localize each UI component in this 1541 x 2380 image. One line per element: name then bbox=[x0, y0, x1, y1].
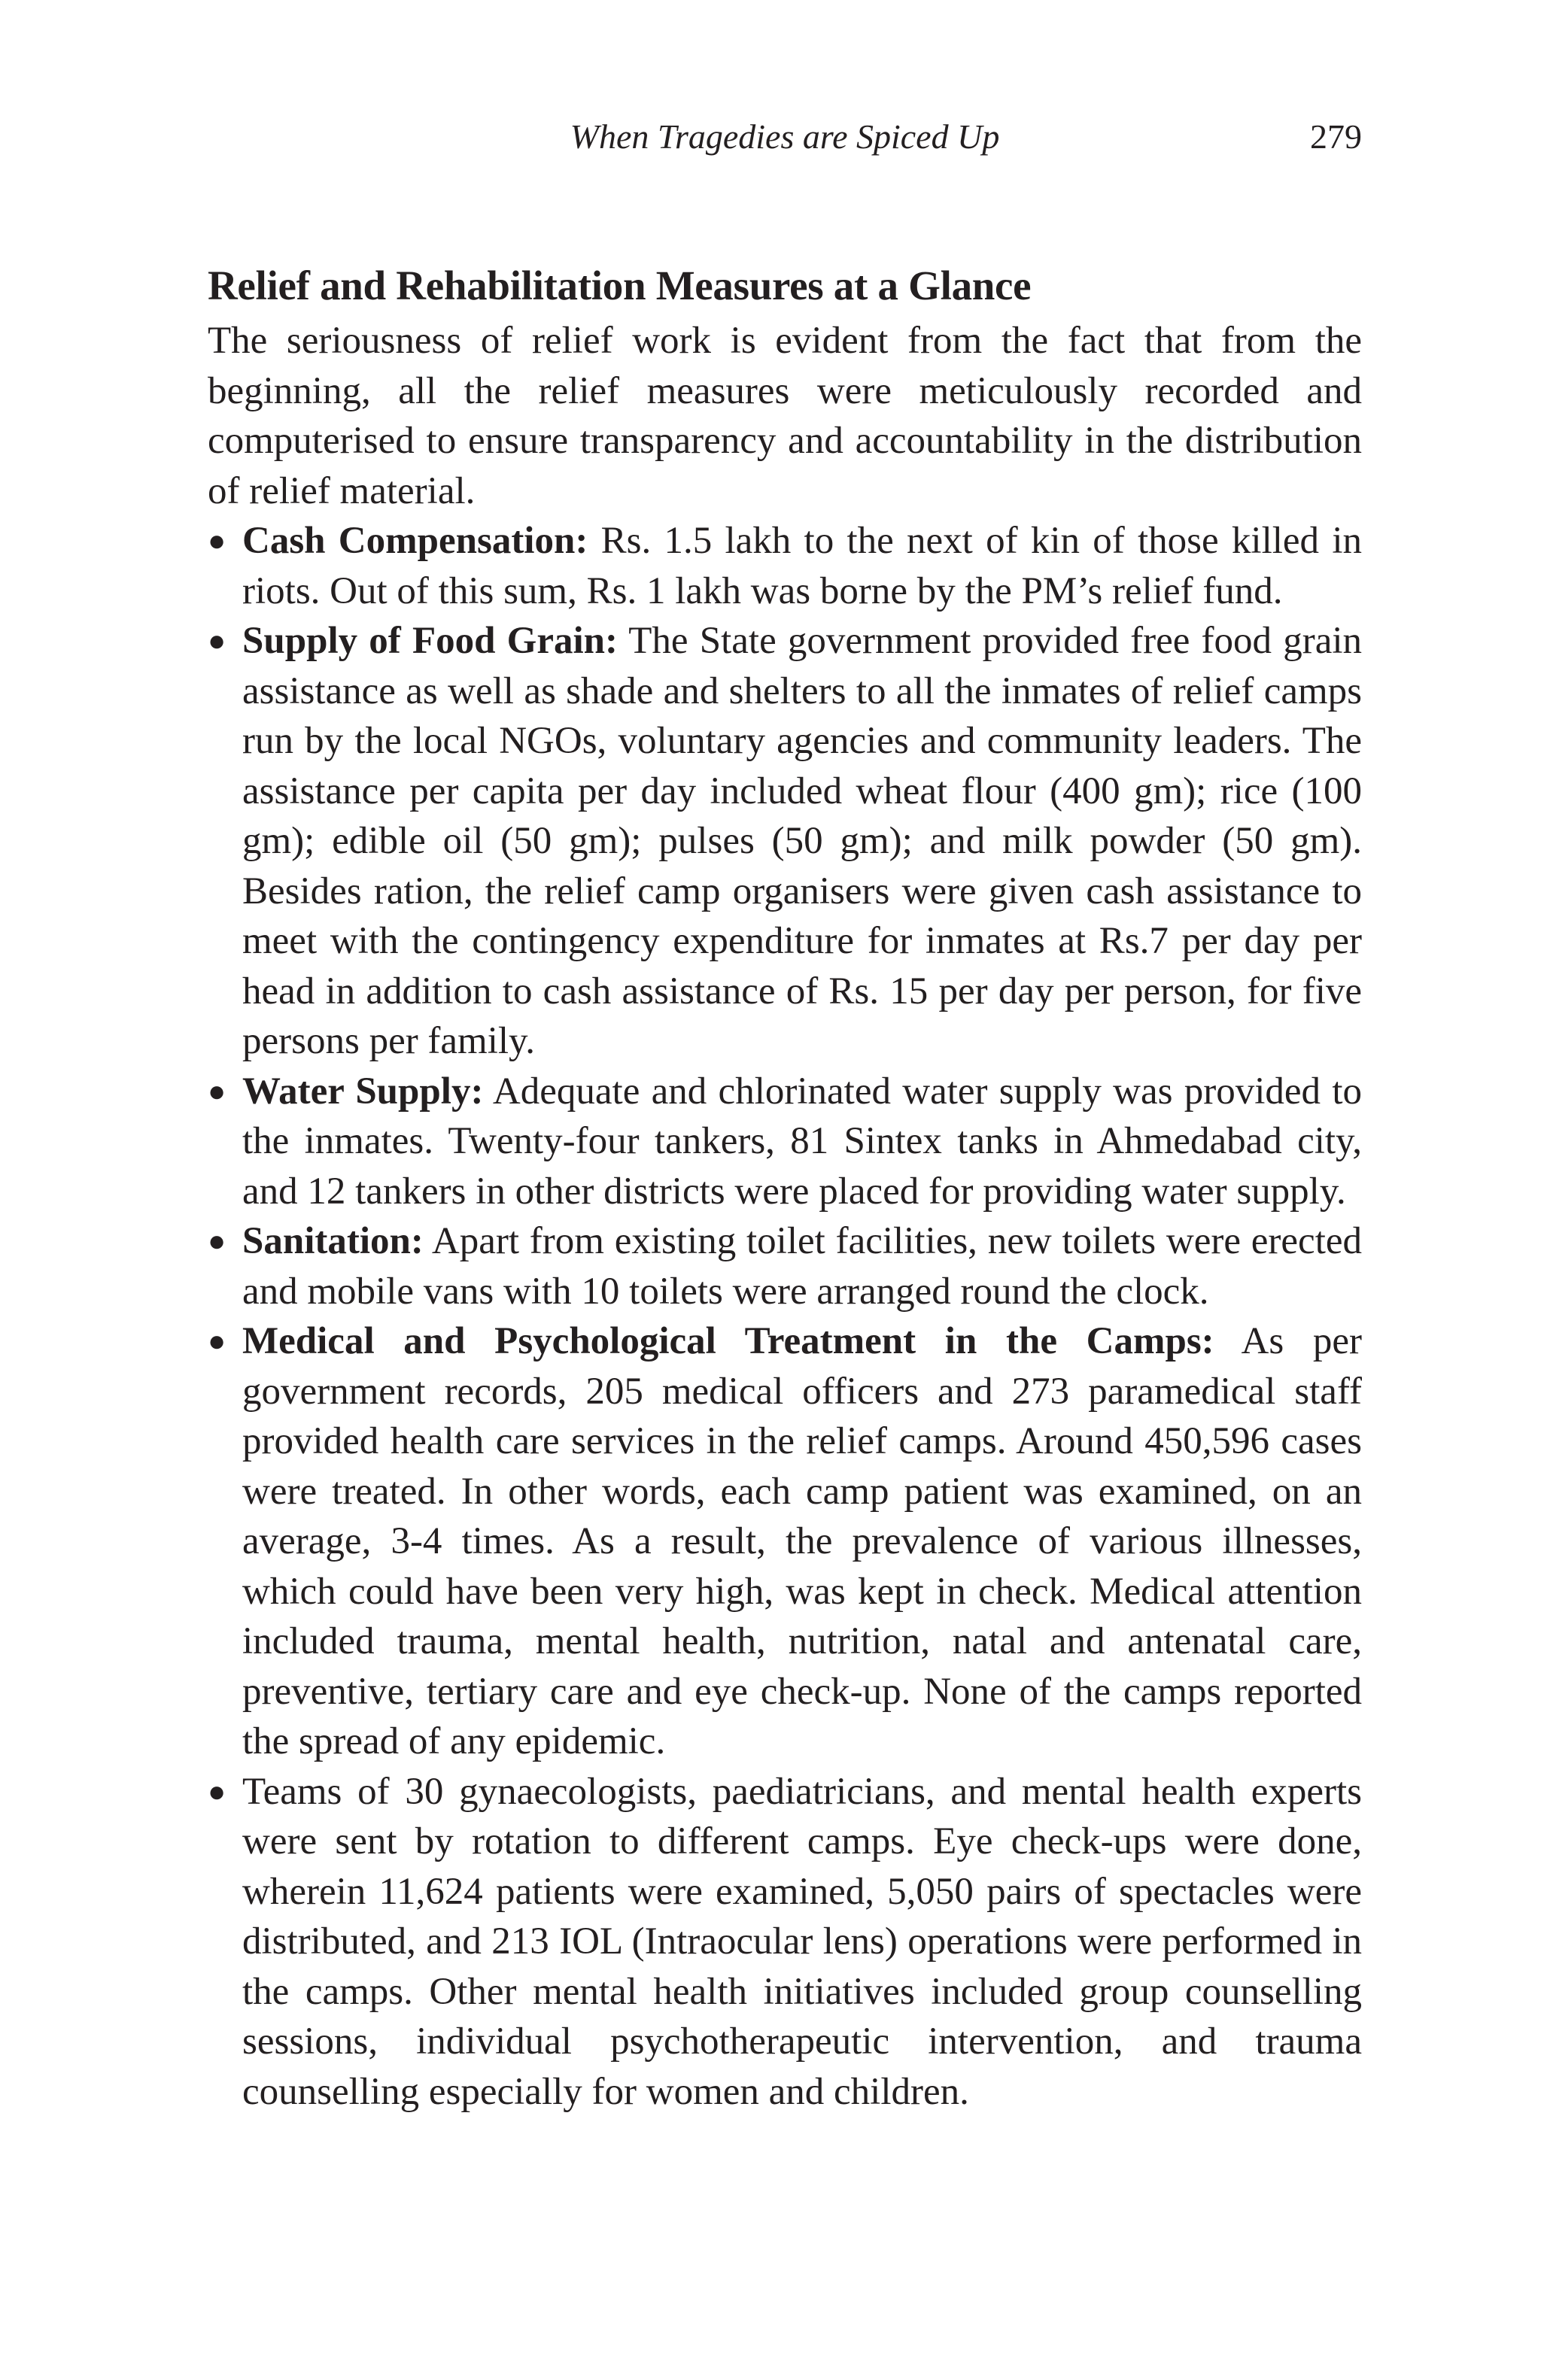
bullet-text: Adequate and chlorinated water supply was provided to the inmates. Twenty-four tankers, 81 Sintex tanks in Ahmedabad city, and 12 tankers in other districts were placed for providing water supply. bbox=[242, 1070, 1362, 1213]
list-item-medical-treatment bbox=[208, 1316, 1362, 1767]
intro-paragraph: The seriousness of relief work is evident from the fact that from the beginning, all the relief measures were meticulously recorded and computerised to ensure transparency and accountability in the distribution of relief material. bbox=[208, 320, 1362, 512]
bullet-icon: ● bbox=[208, 624, 226, 657]
bullet-text: Apart from existing toilet facilities, new toilets were erected and mobile vans with 10 toilets were arranged round the clock. bbox=[242, 1220, 1362, 1313]
bullet-icon: ● bbox=[208, 1073, 226, 1108]
bullet-term: Supply of Food Grain: bbox=[242, 620, 618, 662]
bullet-icon: ● bbox=[208, 524, 226, 557]
bullet-text: Teams of 30 gynaecologists, paediatricians, and mental health experts were sent by rotation to different camps. Eye check-ups were done, wherein 11,624 patients were examined, 5,050 pairs of spectacles were distributed, and 213 IOL (Intraocular lens) operations were performed in the camps. Other mental health initiatives included group counselling sessions, individual psychotherapeutic intervention, and trauma counselling especially for women and children. bbox=[242, 1770, 1362, 2113]
list-item-food-grain bbox=[208, 616, 1362, 1067]
bullet-term: Cash Compensation: bbox=[242, 520, 588, 562]
bullet-term: Medical and Psychological Treatment in the Camps: bbox=[242, 1320, 1214, 1362]
list-item-water-supply bbox=[208, 1067, 1362, 1217]
list-item-cash-compensation bbox=[208, 516, 1362, 616]
bullet-icon: ● bbox=[208, 1324, 226, 1358]
running-head bbox=[208, 114, 1362, 159]
list-item-specialist-teams bbox=[208, 1767, 1362, 2117]
bullet-icon: ● bbox=[208, 1774, 226, 1808]
section-heading: Relief and Rehabilitation Measures at a Glance bbox=[208, 263, 1032, 308]
measures-list bbox=[208, 516, 1362, 2117]
bullet-text: The State government provided free food grain assistance as well as shade and shelters to all the inmates of relief camps run by the local NGOs, voluntary agencies and community leaders. The assistance per capita per day included wheat flour (400 gm); rice (100 gm); edible oil (50 gm); pulses (50 gm); and milk powder (50 gm). Besides ration, the relief camp organisers were given cash assistance to meet with the contingency expenditure for inmates at Rs.7 per day per head in addition to cash assistance of Rs. 15 per day per person, for five persons per family. bbox=[242, 620, 1362, 1062]
bullet-term: Water Supply: bbox=[242, 1070, 484, 1113]
bullet-text: Rs. 1.5 lakh to the next of kin of those killed in riots. Out of this sum, Rs. 1 lakh was borne by the PM’s relief fund. bbox=[242, 520, 1362, 612]
bullet-text: As per government records, 205 medical officers and 273 paramedical staff provided health care services in the relief camps. Around 450,596 cases were treated. In other words, each camp patient was examined, on an average, 3-4 times. As a result, the prevalence of various illnesses, which could have been very high, was kept in check. Medical attention included trauma, mental health, nutrition, natal and antenatal care, preventive, tertiary care and eye check-up. None of the camps reported the spread of any epidemic. bbox=[242, 1320, 1363, 1762]
bullet-icon: ● bbox=[208, 1224, 226, 1258]
bullet-term: Sanitation: bbox=[242, 1220, 424, 1262]
page-content bbox=[208, 256, 1362, 2117]
page-number: 279 bbox=[1310, 117, 1362, 156]
list-item-sanitation bbox=[208, 1216, 1362, 1316]
running-title: When Tragedies are Spiced Up bbox=[570, 117, 1000, 156]
